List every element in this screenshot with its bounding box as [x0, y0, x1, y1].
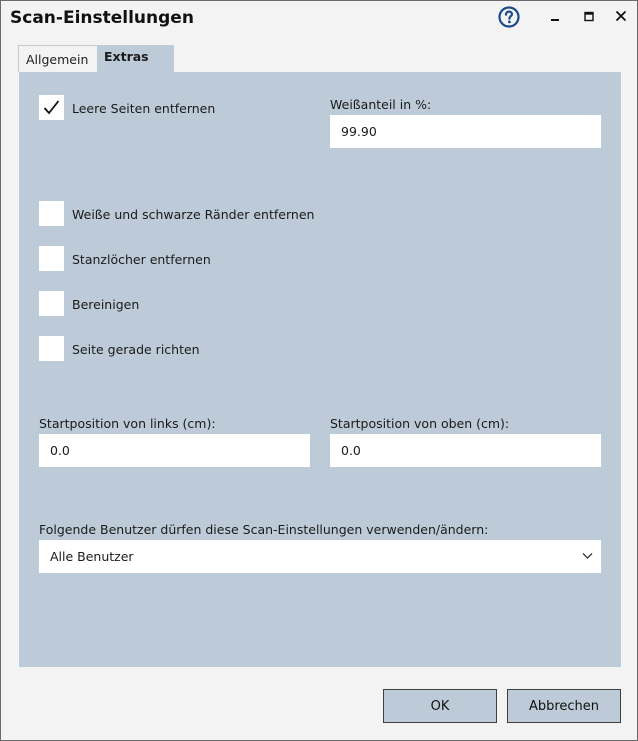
minimize-icon — [545, 7, 565, 27]
close-icon — [611, 7, 631, 27]
minimize-button[interactable] — [545, 7, 565, 27]
start-left-input[interactable]: 0.0 — [39, 434, 310, 467]
remove-blank-pages-label: Leere Seiten entfernen — [72, 101, 216, 116]
deskew-checkbox[interactable] — [39, 336, 64, 361]
clean-up-label: Bereinigen — [72, 297, 140, 312]
checkmark-icon — [42, 98, 61, 117]
remove-punch-holes-label: Stanzlöcher entfernen — [72, 252, 211, 267]
close-button[interactable] — [611, 7, 631, 27]
ok-button[interactable]: OK — [383, 689, 497, 723]
remove-borders-label: Weiße und schwarze Ränder entfernen — [72, 207, 315, 222]
start-top-label: Startposition von oben (cm): — [330, 416, 510, 431]
remove-punch-holes-checkbox[interactable] — [39, 246, 64, 271]
start-top-input[interactable]: 0.0 — [330, 434, 601, 467]
white-percentage-label: Weißanteil in %: — [330, 97, 432, 112]
chevron-down-icon — [582, 552, 593, 560]
tab-extras[interactable]: Extras — [97, 45, 174, 72]
remove-borders-checkbox[interactable] — [39, 201, 64, 226]
cancel-button[interactable]: Abbrechen — [507, 689, 621, 723]
users-select[interactable] — [39, 540, 601, 573]
remove-blank-pages-checkbox[interactable] — [39, 95, 64, 120]
window-title: Scan-Einstellungen — [10, 8, 194, 28]
deskew-label: Seite gerade richten — [72, 342, 200, 357]
extras-panel — [19, 72, 621, 667]
white-percentage-input[interactable]: 99.90 — [330, 115, 601, 148]
maximize-icon — [579, 7, 599, 27]
tab-allgemein[interactable]: Allgemein — [18, 45, 97, 72]
start-left-label: Startposition von links (cm): — [39, 416, 216, 431]
users-label: Folgende Benutzer dürfen diese Scan-Einstellungen verwenden/ändern: — [39, 522, 489, 537]
clean-up-checkbox[interactable] — [39, 291, 64, 316]
maximize-button[interactable] — [579, 7, 599, 27]
users-select-value: Alle Benutzer — [50, 549, 134, 564]
help-icon[interactable] — [498, 6, 520, 28]
title-bar — [1, 1, 637, 37]
